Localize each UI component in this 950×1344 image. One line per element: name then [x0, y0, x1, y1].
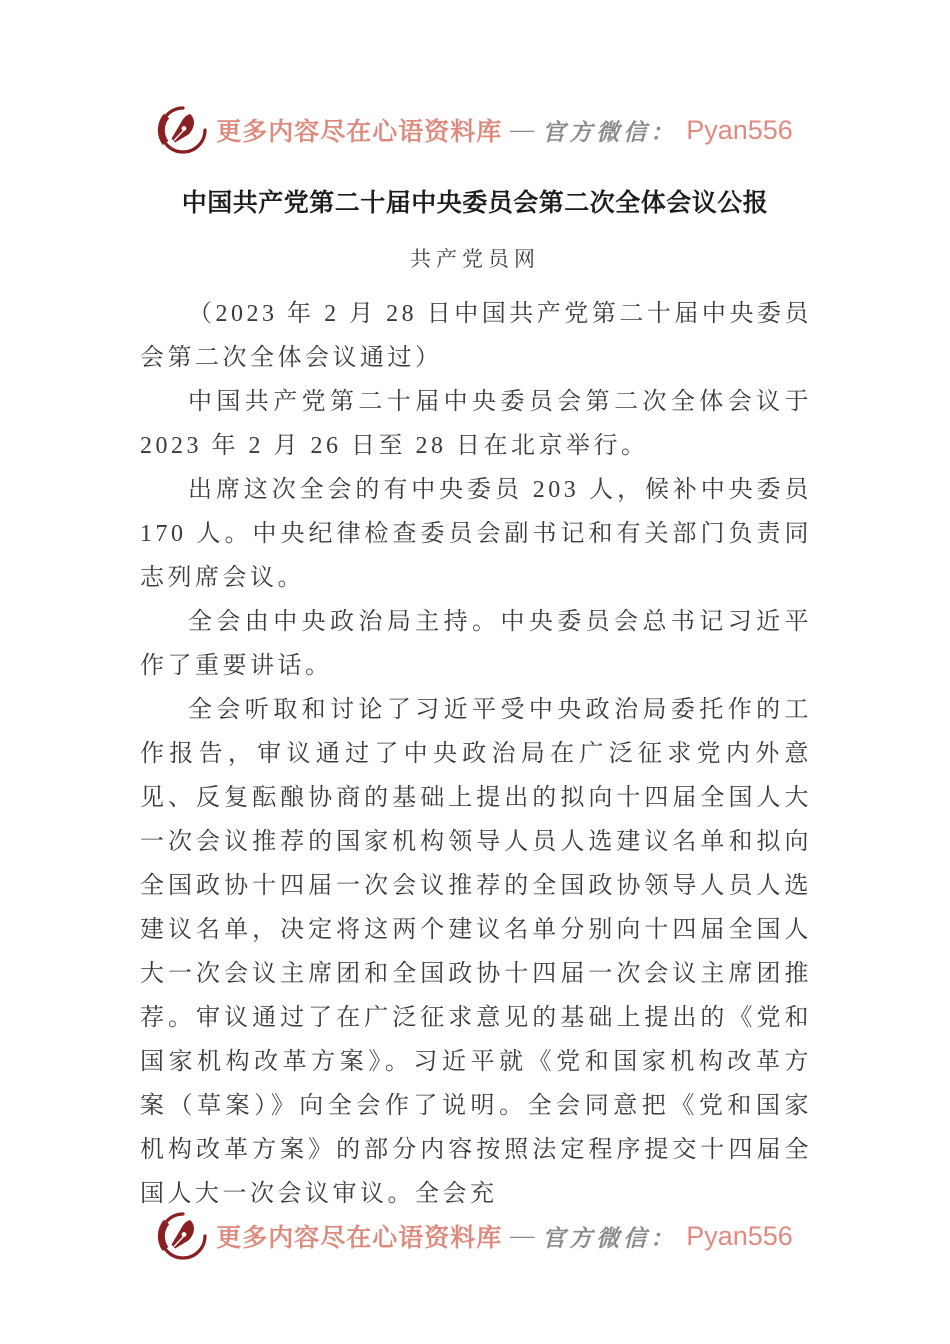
watermark-dash: —: [510, 1222, 535, 1249]
document-title: 中国共产党第二十届中央委员会第二次全体会议公报: [181, 190, 769, 217]
watermark-wechat-id: Pyan556: [686, 114, 793, 145]
watermark-brand-text: 更多内容尽在心语资料库: [216, 1225, 503, 1252]
watermark-wechat-label: 官方微信：: [542, 119, 678, 145]
paragraph: 出席这次全会的有中央委员 203 人，候补中央委员 170 人。中央纪律检查委员会副书记和有关部门负责同志列席会议。: [140, 477, 812, 591]
watermark-brand-text: 更多内容尽在心语资料库: [216, 119, 503, 146]
pen-nib-circle-icon: [157, 104, 209, 156]
document-body: [140, 292, 812, 1216]
footer-watermark: [0, 1210, 950, 1262]
paragraph: 全会听取和讨论了习近平受中央政治局委托作的工作报告，审议通过了中央政治局在广泛征求党内外意见、反复酝酿协商的基础上提出的拟向十四届全国人大一次会议推荐的国家机构领导人员人选建议名单和拟向全国政协十四届一次会议推荐的全国政协领导人员人选建议名单，决定将这两个建议名单分别向十四届全国人大一次会议主席团和全国政协十四届一次会议主席团推荐。审议通过了在广泛征求意见的基础上提出的《党和国家机构改革方案》。习近平就《党和国家机构改革方案（草案）》向全会作了说明。全会同意把《党和国家机构改革方案》的部分内容按照法定程序提交十四届全国人大一次会议审议。全会充: [140, 697, 812, 1207]
paragraph: 全会由中央政治局主持。中央委员会总书记习近平作了重要讲话。: [140, 609, 812, 679]
paragraph: 中国共产党第二十届中央委员会第二次全体会议于 2023 年 2 月 26 日至 28 日在北京举行。: [140, 389, 812, 459]
paragraph: （2023 年 2 月 28 日中国共产党第二十届中央委员会第二次全体会议通过）: [140, 301, 812, 371]
watermark-wechat-id: Pyan556: [686, 1220, 793, 1251]
watermark-wechat-label: 官方微信：: [542, 1225, 678, 1251]
document-source: 共产党员网: [410, 247, 540, 271]
pen-nib-circle-icon: [157, 1210, 209, 1262]
watermark-dash: —: [510, 116, 535, 143]
header-watermark: [0, 104, 950, 156]
